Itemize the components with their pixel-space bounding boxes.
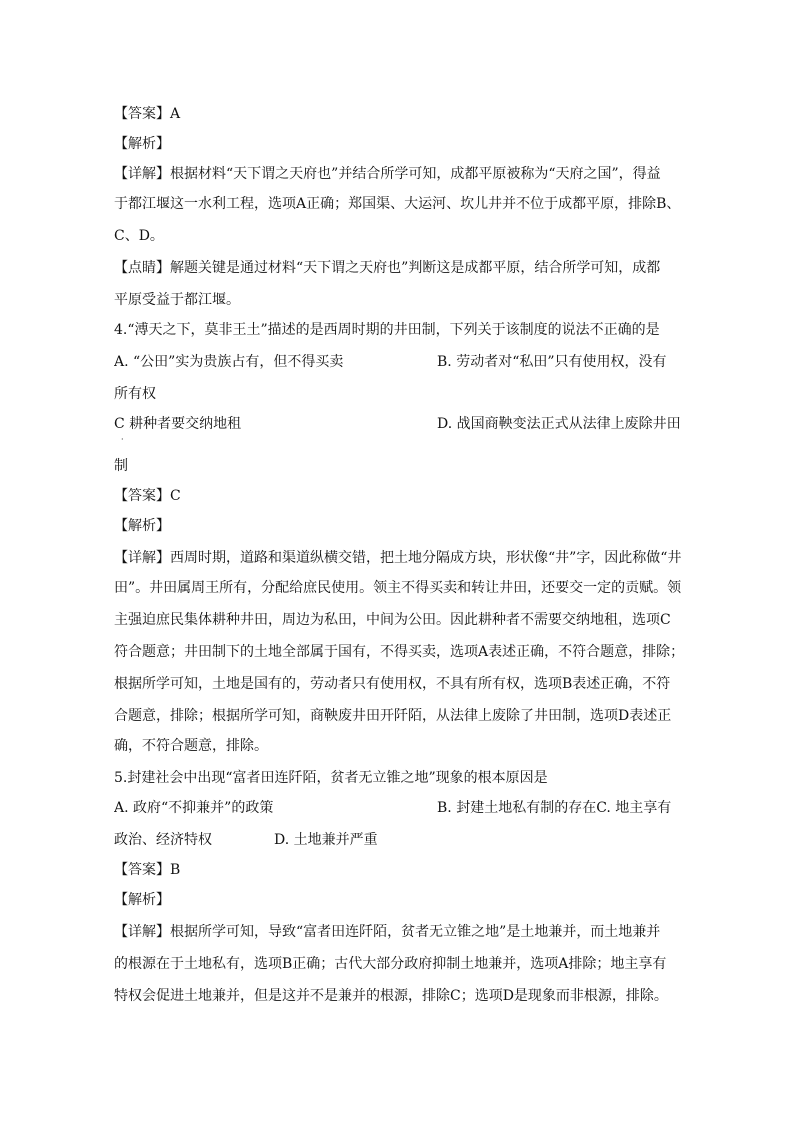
q3-detail-line-1: 【详解】根据材料“天下谓之天府也”并结合所学可知，成都平原被称为“天府之国”，得益	[114, 166, 661, 182]
q3-point-line-2: 平原受益于都江堰。	[114, 292, 240, 308]
q4-analysis-label: 【解析】	[114, 518, 170, 534]
q4-detail-line-2: 田”。井田属周王所有，分配给庶民使用。领主不得买卖和转让井田，还要交一定的贡赋。领	[114, 580, 682, 596]
q4-answer: 【答案】C	[114, 488, 181, 504]
q4-option-d: D. 战国商鞅变法正式从法律上废除井田	[437, 416, 681, 432]
q3-detail-line-3: C、D。	[114, 228, 164, 244]
q4-detail-line-4: 符合题意；井田制下的土地全部属于国有，不得买卖，选项A表述正确，不符合题意，排除；	[114, 644, 684, 660]
q3-detail-line-2: 于都江堰这一水利工程，选项A正确；郑国渠、大运河、坎儿井并不位于成都平原，排除B、	[114, 196, 681, 212]
q5-option-c-continued: 政治、经济特权	[114, 832, 212, 848]
q5-detail-line-2: 的根源在于土地私有，选项B正确；古代大部分政府抑制土地兼并，选项A排除；地主享有	[114, 956, 667, 972]
q4-detail-line-7: 确，不符合题意，排除。	[114, 738, 268, 754]
q4-stem: 4.“溥天之下，莫非王土”描述的是西周时期的井田制，下列关于该制度的说法不正确的是	[114, 322, 660, 338]
q4-option-d-continued: 制	[114, 458, 128, 474]
q4-option-c: C 耕种者要交纳地租	[114, 416, 242, 432]
q5-option-a: A. 政府“不抑兼并”的政策	[114, 800, 274, 816]
q5-analysis-label: 【解析】	[114, 892, 170, 908]
q4-option-a: A. “公田”实为贵族占有，但不得买卖	[114, 354, 344, 370]
q4-detail-line-3: 主强迫庶民集体耕种井田，周边为私田，中间为公田。因此耕种者不需要交纳地租，选项C	[114, 612, 671, 628]
q4-detail-line-1: 【详解】西周时期，道路和渠道纵横交错，把土地分隔成方块，形状像“井”字，因此称做“井	[114, 550, 682, 566]
q5-detail-line-1: 【详解】根据所学可知，导致“富者田连阡陌，贫者无立锥之地”是土地兼并，而土地兼并	[114, 924, 661, 940]
q5-answer: 【答案】B	[114, 862, 181, 878]
q3-answer: 【答案】A	[114, 106, 181, 122]
q3-point-line-1: 【点睛】解题关键是通过材料“天下谓之天府也”判断这是成都平原，结合所学可知，成都	[114, 260, 661, 276]
q5-option-d: D. 土地兼并严重	[274, 832, 378, 848]
q3-analysis-label: 【解析】	[114, 136, 170, 152]
q5-detail-line-3: 特权会促进土地兼并，但是这并不是兼并的根源，排除C；选项D是现象而非根源，排除。	[114, 988, 668, 1004]
q5-option-b-c: B. 封建土地私有制的存在C. 地主享有	[437, 800, 672, 816]
q4-option-c-dot: ·	[121, 435, 124, 444]
q4-detail-line-5: 根据所学可知，土地是国有的，劳动者只有使用权，不具有所有权，选项B表述正确，不符	[114, 676, 671, 692]
q5-stem: 5.封建社会中出现“富者田连阡陌，贫者无立锥之地”现象的根本原因是	[114, 770, 548, 786]
q4-option-b-continued: 所有权	[114, 386, 156, 402]
q4-detail-line-6: 合题意，排除；根据所学可知，商鞅废井田开阡陌，从法律上废除了井田制，选项D表述正	[114, 708, 672, 724]
q4-option-b: B. 劳动者对“私田”只有使用权，没有	[437, 354, 667, 370]
